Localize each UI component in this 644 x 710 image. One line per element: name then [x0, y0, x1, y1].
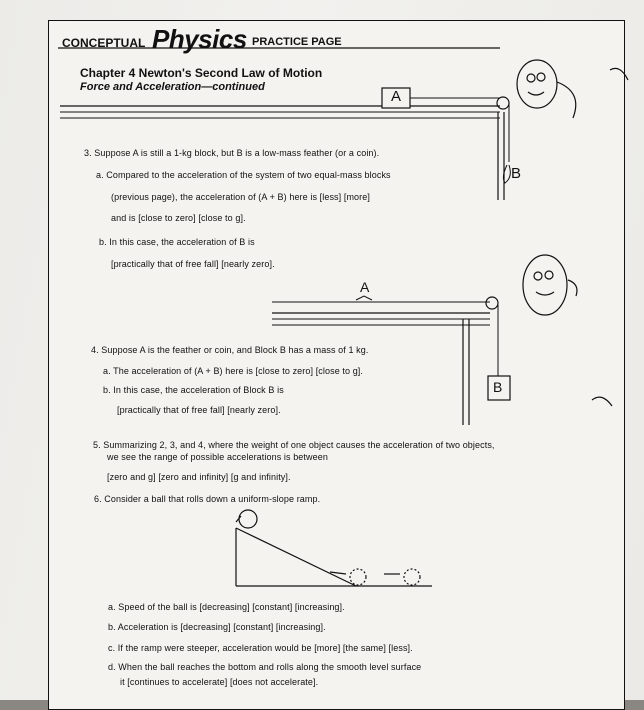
- brand-left: CONCEPTUAL: [62, 36, 146, 50]
- q3-stem: 3. Suppose A is still a 1-kg block, but B is a low-mass feather (or a coin).: [84, 148, 380, 158]
- page-type: PRACTICE PAGE: [252, 36, 342, 48]
- q6-b: b. Acceleration is [decreasing] [constant] [increasing].: [108, 622, 326, 632]
- brand-logo: Physics: [152, 24, 247, 54]
- q6-stem: 6. Consider a ball that rolls down a uniform-slope ramp.: [94, 494, 321, 504]
- q4-a: a. The acceleration of (A + B) here is [close to zero] [close to g].: [103, 366, 364, 376]
- ramp-diagram: [236, 510, 432, 586]
- q3-table-diagram: [60, 88, 510, 200]
- q5-line1: 5. Summarizing 2, 3, and 4, where the weight of one object causes the acceleration of two objects,: [93, 440, 495, 450]
- block-a-label-q4: A: [360, 279, 370, 295]
- block-b-label: B: [511, 165, 522, 182]
- q3-a-line3: and is [close to zero] [close to g].: [111, 213, 246, 223]
- q3-a-line2: (previous page), the acceleration of (A + B) here is [less] [more]: [111, 192, 370, 202]
- block-b-label-q4: B: [493, 379, 503, 395]
- q5-line2: we see the range of possible accelerations is between: [107, 452, 328, 462]
- q6-c: c. If the ramp were steeper, acceleration would be [more] [the same] [less].: [108, 643, 413, 653]
- q3-b-line1: b. In this case, the acceleration of B is: [99, 237, 255, 247]
- cartoon-face-1: [517, 60, 628, 118]
- q6-d-line1: d. When the ball reaches the bottom and rolls along the smooth level surface: [108, 662, 422, 672]
- block-a-label: A: [391, 88, 402, 105]
- q3-a-line1: a. Compared to the acceleration of the system of two equal-mass blocks: [96, 170, 391, 180]
- q4-stem: 4. Suppose A is the feather or coin, and Block B has a mass of 1 kg.: [91, 345, 369, 355]
- q6-d-line2: it [continues to accelerate] [does not accelerate].: [120, 677, 319, 687]
- q4-b-line1: b. In this case, the acceleration of Block B is: [103, 385, 284, 395]
- q5-line3: [zero and g] [zero and infinity] [g and infinity].: [107, 472, 291, 482]
- q3-b-line2: [practically that of free fall] [nearly zero].: [111, 259, 275, 269]
- q4-table-diagram: [272, 296, 510, 425]
- cartoon-face-2: [523, 255, 612, 406]
- q4-b-line2: [practically that of free fall] [nearly zero].: [117, 405, 281, 415]
- q6-a: a. Speed of the ball is [decreasing] [constant] [increasing].: [108, 602, 345, 612]
- section-subtitle: Force and Acceleration—continued: [80, 81, 265, 93]
- chapter-title: Chapter 4 Newton's Second Law of Motion: [80, 66, 323, 80]
